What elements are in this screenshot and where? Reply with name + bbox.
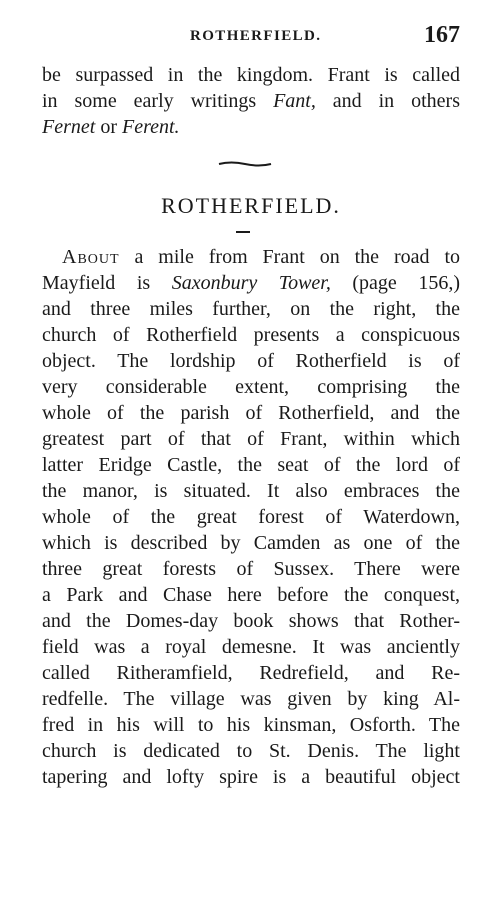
text-line: greatest part of that of Frant, within which bbox=[42, 428, 460, 450]
running-title: ROTHERFIELD. bbox=[190, 28, 322, 44]
section-title: ROTHERFIELD. bbox=[161, 193, 341, 218]
text-line: Fernet or Ferent. bbox=[42, 116, 180, 138]
text-line: fred in his will to his kinsman, Osforth. The bbox=[42, 714, 460, 736]
text-line: called Ritheramfield, Redrefield, and Re- bbox=[42, 662, 460, 684]
continued-paragraph bbox=[42, 62, 460, 140]
text-line: church of Rotherfield presents a conspicuous bbox=[42, 324, 460, 346]
text-line: whole of the great forest of Waterdown, bbox=[42, 506, 460, 528]
text-line: and the Domes-day book shows that Rother- bbox=[42, 610, 460, 632]
text-line: and three miles further, on the right, the bbox=[42, 298, 460, 320]
text-line: field was a royal demesne. It was anciently bbox=[42, 636, 460, 658]
text-line: Mayfield is Saxonbury Tower, (page 156,) bbox=[42, 272, 460, 294]
text-line: three great forests of Sussex. There were bbox=[42, 558, 460, 580]
text-line: About a mile from Frant on the road to bbox=[62, 246, 460, 268]
text-line: in some early writings Fant, and in others bbox=[42, 90, 460, 112]
text-line: the manor, is situated. It also embraces the bbox=[42, 480, 460, 502]
page-number: 167 bbox=[424, 22, 460, 48]
text-line: redfelle. The village was given by king Al- bbox=[42, 688, 460, 710]
text-line: whole of the parish of Rotherfield, and the bbox=[42, 402, 460, 424]
text-line: which is described by Camden as one of the bbox=[42, 532, 460, 554]
section-paragraph bbox=[42, 244, 460, 790]
section-divider-ornament bbox=[217, 160, 273, 168]
text-line: very considerable extent, comprising the bbox=[42, 376, 460, 398]
text-line: a Park and Chase here before the conquest, bbox=[42, 584, 460, 606]
text-line: tapering and lofty spire is a beautiful object bbox=[42, 766, 460, 788]
running-head bbox=[42, 24, 460, 48]
title-rule bbox=[236, 231, 250, 233]
text-line: be surpassed in the kingdom. Frant is called bbox=[42, 64, 460, 86]
text-line: church is dedicated to St. Denis. The light bbox=[42, 740, 460, 762]
text-line: object. The lordship of Rotherfield is of bbox=[42, 350, 460, 372]
text-line: latter Eridge Castle, the seat of the lord of bbox=[42, 454, 460, 476]
